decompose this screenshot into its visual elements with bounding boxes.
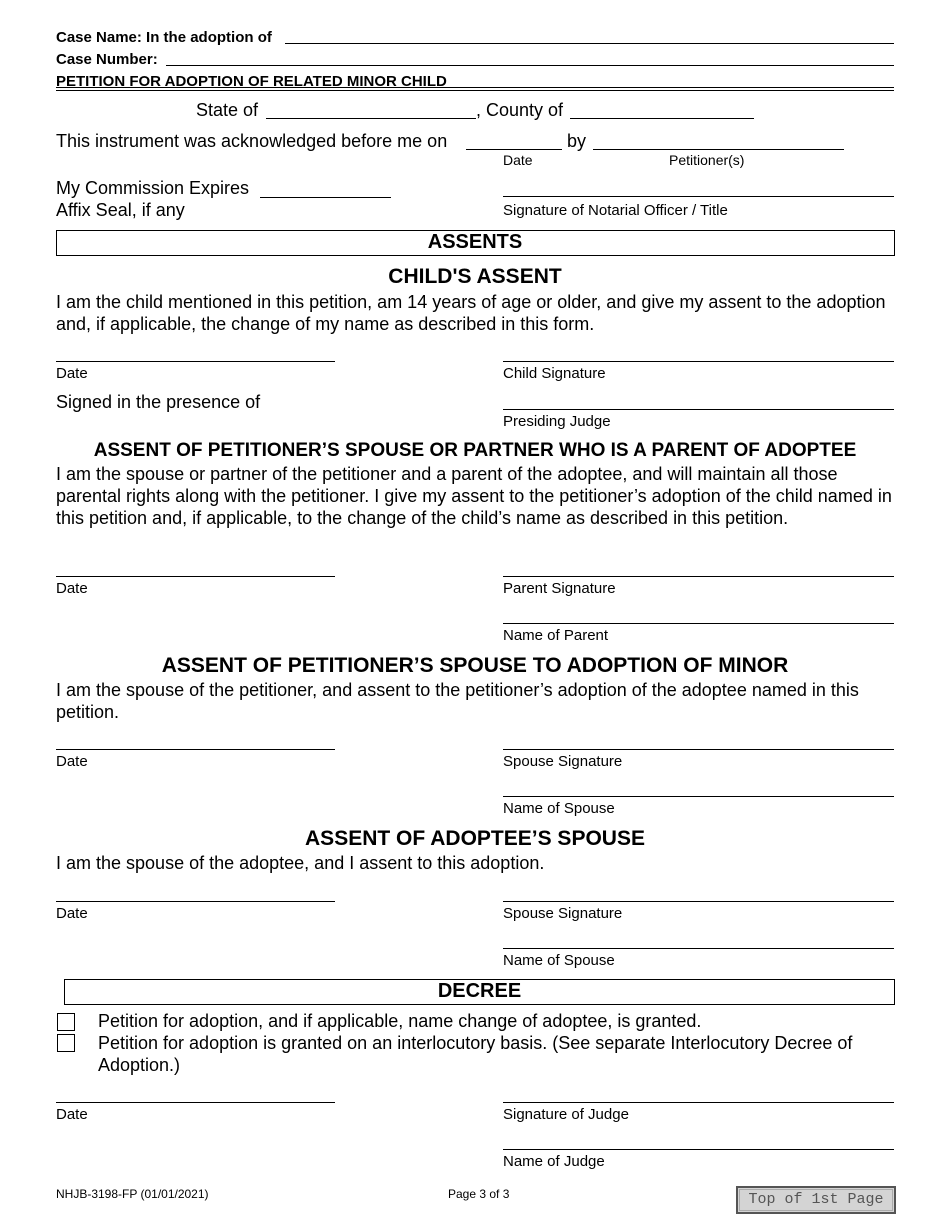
commission-label: My Commission Expires <box>56 178 250 198</box>
case-name-field[interactable] <box>285 43 894 44</box>
adoptee-spouse-assent-title: ASSENT OF ADOPTEE’S SPOUSE <box>305 827 645 850</box>
presiding-judge-field[interactable] <box>503 409 894 410</box>
adoptee-spouse-name-caption: Name of Spouse <box>503 952 615 969</box>
spouse-parent-date-caption: Date <box>56 580 88 597</box>
child-assent-text: I am the child mentioned in this petition, am 14 years of age or older, and give my assent to the adoption and, if applicable, the change of my name as described in this form. <box>56 292 886 334</box>
seal-label: Affix Seal, if any <box>56 200 185 220</box>
child-date-field[interactable] <box>56 361 335 362</box>
case-number-field[interactable] <box>166 65 894 66</box>
state-label: State of <box>196 100 259 120</box>
case-number-label: Case Number: <box>56 51 158 68</box>
spouse-date-field[interactable] <box>56 749 335 750</box>
parent-name-field[interactable] <box>503 623 894 624</box>
parent-signature-field[interactable] <box>503 576 894 577</box>
date-caption: Date <box>503 152 533 168</box>
adoptee-spouse-assent-text: I am the spouse of the adoptee, and I assent to this adoption. <box>56 853 545 873</box>
petitioner-caption: Petitioner(s) <box>669 152 745 168</box>
page-number: Page 3 of 3 <box>448 1187 510 1201</box>
header-divider <box>56 87 894 88</box>
spouse-date-caption: Date <box>56 753 88 770</box>
child-signature-caption: Child Signature <box>503 365 606 382</box>
spouse-name-field[interactable] <box>503 796 894 797</box>
decree-title: DECREE <box>437 980 522 1002</box>
decree-option-2: Petition for adoption is granted on an interlocutory basis. (See separate Interlocutory Decree of Adoption.) <box>98 1033 853 1075</box>
child-signature-field[interactable] <box>503 361 894 362</box>
decree-option-1: Petition for adoption, and if applicable, name change of adoptee, is granted. <box>98 1011 702 1031</box>
adoptee-spouse-signature-caption: Spouse Signature <box>503 905 623 922</box>
spouse-parent-assent-title: ASSENT OF PETITIONER’S SPOUSE OR PARTNER WHO IS A PARENT OF ADOPTEE <box>93 440 857 461</box>
county-field[interactable] <box>570 118 754 119</box>
spouse-parent-date-field[interactable] <box>56 576 335 577</box>
county-label: , County of <box>476 100 564 120</box>
decree-granted-checkbox[interactable] <box>57 1013 75 1031</box>
petitioner-field[interactable] <box>593 149 844 150</box>
spouse-assent-text: I am the spouse of the petitioner, and assent to the petitioner’s adoption of the adoptee named in this petition. <box>56 680 859 722</box>
presiding-judge-caption: Presiding Judge <box>503 413 611 430</box>
presence-text: Signed in the presence of <box>56 392 261 412</box>
parent-signature-caption: Parent Signature <box>503 580 616 597</box>
header-divider-2 <box>56 90 894 91</box>
top-of-first-page-button[interactable]: Top of 1st Page <box>736 1186 896 1214</box>
form-id: NHJB-3198-FP (01/01/2021) <box>56 1187 209 1201</box>
assents-title: ASSENTS <box>427 231 523 253</box>
adoptee-spouse-name-field[interactable] <box>503 948 894 949</box>
spouse-signature-caption: Spouse Signature <box>503 753 623 770</box>
adoptee-spouse-date-caption: Date <box>56 905 88 922</box>
commission-field[interactable] <box>260 197 391 198</box>
officer-caption: Signature of Notarial Officer / Title <box>503 202 728 219</box>
parent-name-caption: Name of Parent <box>503 627 609 644</box>
officer-signature-field[interactable] <box>503 196 894 197</box>
decree-interlocutory-checkbox[interactable] <box>57 1034 75 1052</box>
adoptee-spouse-signature-field[interactable] <box>503 901 894 902</box>
spouse-name-caption: Name of Spouse <box>503 800 615 817</box>
judge-signature-caption: Signature of Judge <box>503 1106 629 1123</box>
acknowledged-date-field[interactable] <box>466 149 562 150</box>
decree-date-caption: Date <box>56 1106 88 1123</box>
judge-name-caption: Name of Judge <box>503 1153 605 1170</box>
by-label: by <box>567 131 587 151</box>
child-date-caption: Date <box>56 365 88 382</box>
spouse-assent-title: ASSENT OF PETITIONER’S SPOUSE TO ADOPTION OF MINOR <box>161 654 789 677</box>
adoptee-spouse-date-field[interactable] <box>56 901 335 902</box>
state-field[interactable] <box>266 118 476 119</box>
judge-name-field[interactable] <box>503 1149 894 1150</box>
child-assent-title: CHILD'S ASSENT <box>388 265 562 288</box>
spouse-parent-assent-text: I am the spouse or partner of the petitioner and a parent of the adoptee, and will maintain all those parental rights along with the petitioner. I give my assent to the petitioner’s adoption of the child named in this petition and, if applicable, to the change of the child’s name as described in this petition. <box>56 464 892 528</box>
acknowledged-text: This instrument was acknowledged before me on <box>56 131 448 151</box>
form-title: PETITION FOR ADOPTION OF RELATED MINOR CHILD <box>56 73 447 90</box>
case-name-label: Case Name: In the adoption of <box>56 29 272 46</box>
spouse-signature-field[interactable] <box>503 749 894 750</box>
judge-signature-field[interactable] <box>503 1102 894 1103</box>
decree-date-field[interactable] <box>56 1102 335 1103</box>
